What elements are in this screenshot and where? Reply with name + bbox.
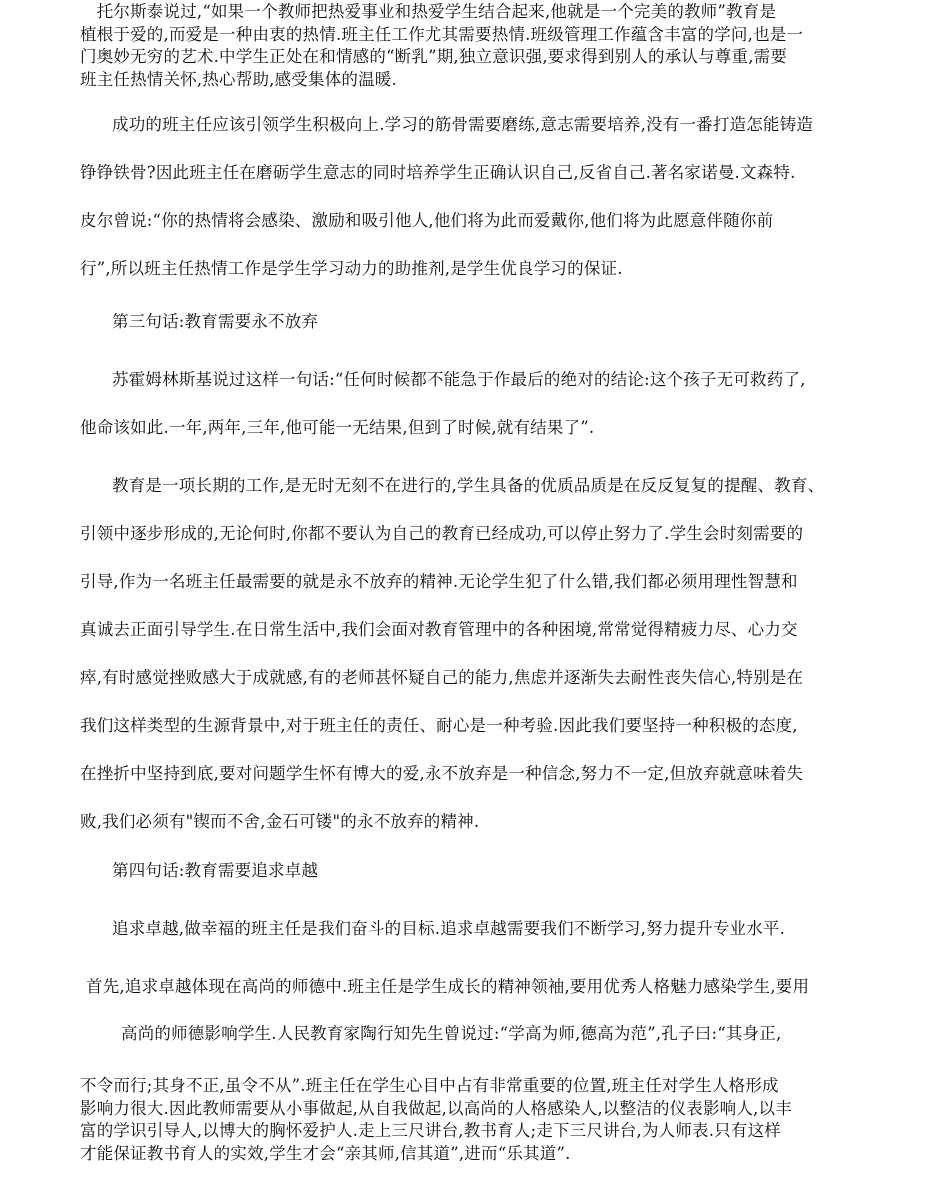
paragraph-text: 苏霍姆林斯基说过这样一句话:“任何时候都不能急于作最后的绝对的结论:这个孩子无可救药了, 他命该如此.一年,两年,三年,他可能一无结果,但到了时候,就有结果了”. (80, 370, 806, 437)
paragraph-first (86, 963, 886, 1011)
paragraph-text: 高尚的师德影响学生.人民教育家陶行知先生曾说过:“学高为师,德高为范”,孔子曰:“其身正, (121, 1024, 782, 1043)
paragraph-text: 托尔斯泰说过,“如果一个教师把热爱事业和热爱学生结合起来,他就是一个完美的教师”教育是 植根于爱的,而爱是一种由衷的热情.班主任工作尤其需要热情.班级管理工作蕴含丰富的学问,也是一 门奥妙无穷的艺术.中学生正处在和情感的“断乳”期,独立意识强,要求得到别人的承认与尊重,需要 班主任热情关怀,热心帮助,感受集体的温暖. (80, 2, 804, 89)
paragraph-intro (80, 1, 880, 91)
paragraph-moral (121, 1010, 881, 1058)
paragraph-suhomlinsky (80, 356, 880, 452)
heading-fourth-saying (80, 847, 880, 895)
paragraph-success (80, 101, 880, 293)
section-heading: 第四句话:教育需要追求卓越 (112, 861, 319, 880)
paragraph-text: 不令而行;其身不正,虽令不从”.班主任在学生心目中占有非常重要的位置,班主任对学生人格形成 影响力很大.因此教师需要从小事做起,从自我做起,以高尚的人格感染人,以整洁的仪表影响人,以丰 富的学识引导人,以博大的胸怀爱护人.走上三尺讲台,教书育人;走下三尺讲台,为人师表.只有这样 才能保证教书育人的实效,学生才会“亲其师,信其道”,进而“乐其道”. (80, 1076, 792, 1163)
paragraph-text: 成功的班主任应该引领学生积极向上.学习的筋骨需要磨练,意志需要培养,没有一番打造怎能铸造 铮铮铁骨?因此班主任在磨砺学生意志的同时培养学生正确认识自己,反省自己.著名家诺曼.文森特. 皮尔曾说:“你的热情将会感染、激励和吸引他人,他们将为此而爱戴你,他们将为此愿意伴随你前 行”,所以班主任热情工作是学生学习动力的助推剂,是学生优良学习的保证. (80, 115, 814, 278)
paragraph-text: 教育是一项长期的工作,是无时无刻不在进行的,学生具备的优质品质是在反反复复的提醒、教育、 引领中逐步形成的,无论何时,你都不要认为自己的教育已经成功,可以停止努力了.学生会时刻需要的 引导,作为一名班主任最需要的就是永不放弃的精神.无论学生犯了什么错,我们都必须用理性智慧和 真诚去正面引导学生.在日常生活中,我们会面对教育管理中的各种困境,常常觉得精疲力尽、心力交 瘁,有时感觉挫败感大于成就感,有的老师甚怀疑自己的能力,焦虑并逐渐失去耐性丧失信心,特别是在 我们这样类型的生源背景中,对于班主任的责任、耐心是一种考验.因此我们要坚持一种积极的态度, 在挫折中坚持到底,要对问题学生怀有博大的爱,永不放弃是一种信念,努力不一定,但放弃就意味着失 败,我们必须有"锲而不舍,金石可镂"的永不放弃的精神. (80, 476, 825, 831)
paragraph-last (80, 1075, 880, 1165)
paragraph-pursue (80, 905, 880, 953)
paragraph-text: 追求卓越,做幸福的班主任是我们奋斗的目标.追求卓越需要我们不断学习,努力提升专业水平. (112, 919, 786, 938)
heading-third-saying (80, 298, 880, 346)
section-heading: 第三句话:教育需要永不放弃 (112, 312, 319, 331)
paragraph-longterm (80, 462, 880, 846)
paragraph-text: 首先,追求卓越体现在高尚的师德中.班主任是学生成长的精神领袖,要用优秀人格魅力感染学生,要用 (86, 977, 810, 996)
